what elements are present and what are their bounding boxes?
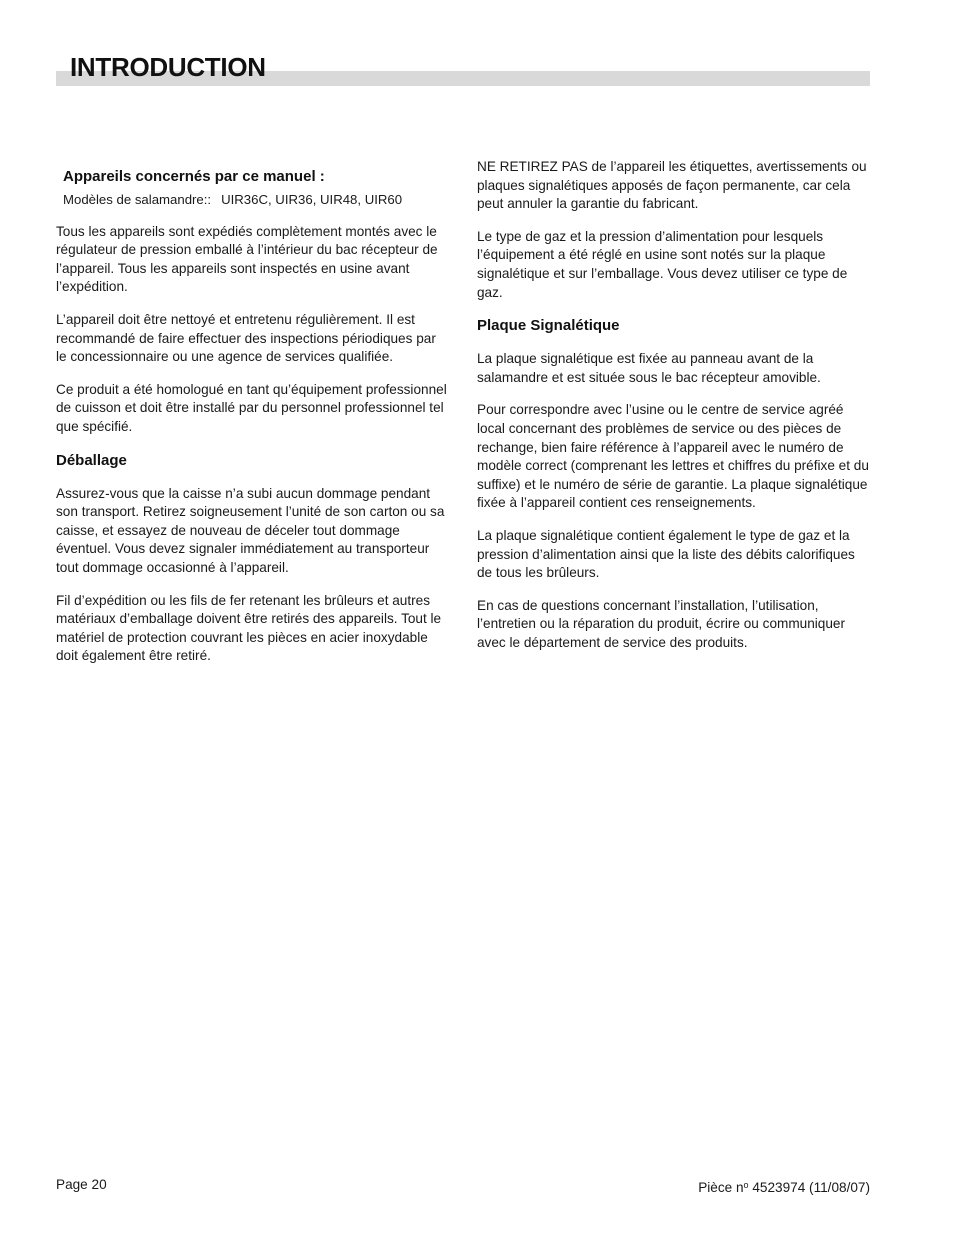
- models-value: UIR36C, UIR36, UIR48, UIR60: [221, 192, 403, 207]
- paragraph-labels-warning: NE RETIREZ PAS de l’appareil les étiquettes, avertissements ou plaques signalétiques apposés de façon permanente, car cela peut annuler la garantie du fabricant.: [477, 159, 867, 212]
- left-column: [56, 158, 448, 680]
- models-label: Modèles de salamandre::: [63, 192, 212, 207]
- part-number-value: 4523974 (11/08/07): [748, 1180, 870, 1195]
- part-number: [698, 1176, 870, 1197]
- applies-heading: Appareils concernés par ce manuel :: [63, 168, 325, 185]
- paragraph-certification: Ce produit a été homologué en tant qu’équipement professionnel de cuisson et doit être installé par du personnel professionnel tel que spécifié.: [56, 381, 447, 434]
- paragraph-plate-contents: La plaque signalétique contient également le type de gaz et la pression d’alimentation ainsi que la liste des débits calorifiques de tous les brûleurs.: [477, 527, 855, 581]
- part-sup: o: [743, 1180, 749, 1190]
- paragraph-packing-removal: Fil d’expédition ou les fils de fer retenant les brûleurs et autres matériaux d’emballage doivent être retirés des appareils. Tout le matériel de protection couvrant les pièces en acier inoxydable doit également être retiré.: [56, 592, 442, 664]
- unpacking-heading: Déballage: [56, 451, 127, 469]
- paragraph-correspondence: Pour correspondre avec l’usine ou le centre de service agréé local concernant des problèmes de service ou des pièces de rechange, bien faire référence à l’appareil avec le numéro de modèle correct (comprenant les lettres et chiffres du préfixe et du suffixe) et le numéro de série de garantie. La plaque signalétique fixée à l’appareil contient ces renseignements.: [477, 402, 869, 511]
- paragraph-shipping: Tous les appareils sont expédiés complètement montés avec le régulateur de pression emballé à l’intérieur du bac récepteur de l’appareil. Tous les appareils sont inspectés en usine avant l’expédition.: [56, 223, 438, 295]
- models-line: [63, 191, 448, 210]
- part-prefix: Pièce n: [698, 1180, 744, 1195]
- page-number: Page 20: [56, 1177, 107, 1192]
- paragraph-gas-type: Le type de gaz et la pression d’alimentation pour lesquels l’équipement a été réglé en usine sont notés sur la plaque signalétique et sur l’emballage. Vous devez utiliser ce type de gaz.: [477, 228, 848, 300]
- paragraph-damage: Assurez-vous que la caisse n’a subi aucun dommage pendant son transport. Retirez soigneusement l’unité de son carton ou sa caisse, et essayez de nouveau de déceler tout dommage éventuel. Vous devez signaler immédiatement au transporteur tout dommage occasionné à l’appareil.: [56, 485, 445, 575]
- paragraph-service-contact: En cas de questions concernant l’installation, l’utilisation, l’entretien ou la réparation du produit, écrire ou communiquer avec le département de service des produits.: [477, 597, 845, 650]
- paragraph-plate-location: La plaque signalétique est fixée au panneau avant de la salamandre et est située sous le bac récepteur amovible.: [477, 351, 821, 385]
- right-column: [477, 158, 869, 666]
- paragraph-cleaning: L’appareil doit être nettoyé et entretenu régulièrement. Il est recommandé de faire effectuer des inspections périodiques par le concessionnaire ou une agence de services qualifiée.: [56, 311, 436, 365]
- rating-plate-heading: Plaque Signalétique: [477, 317, 620, 335]
- page-title: INTRODUCTION: [70, 52, 266, 82]
